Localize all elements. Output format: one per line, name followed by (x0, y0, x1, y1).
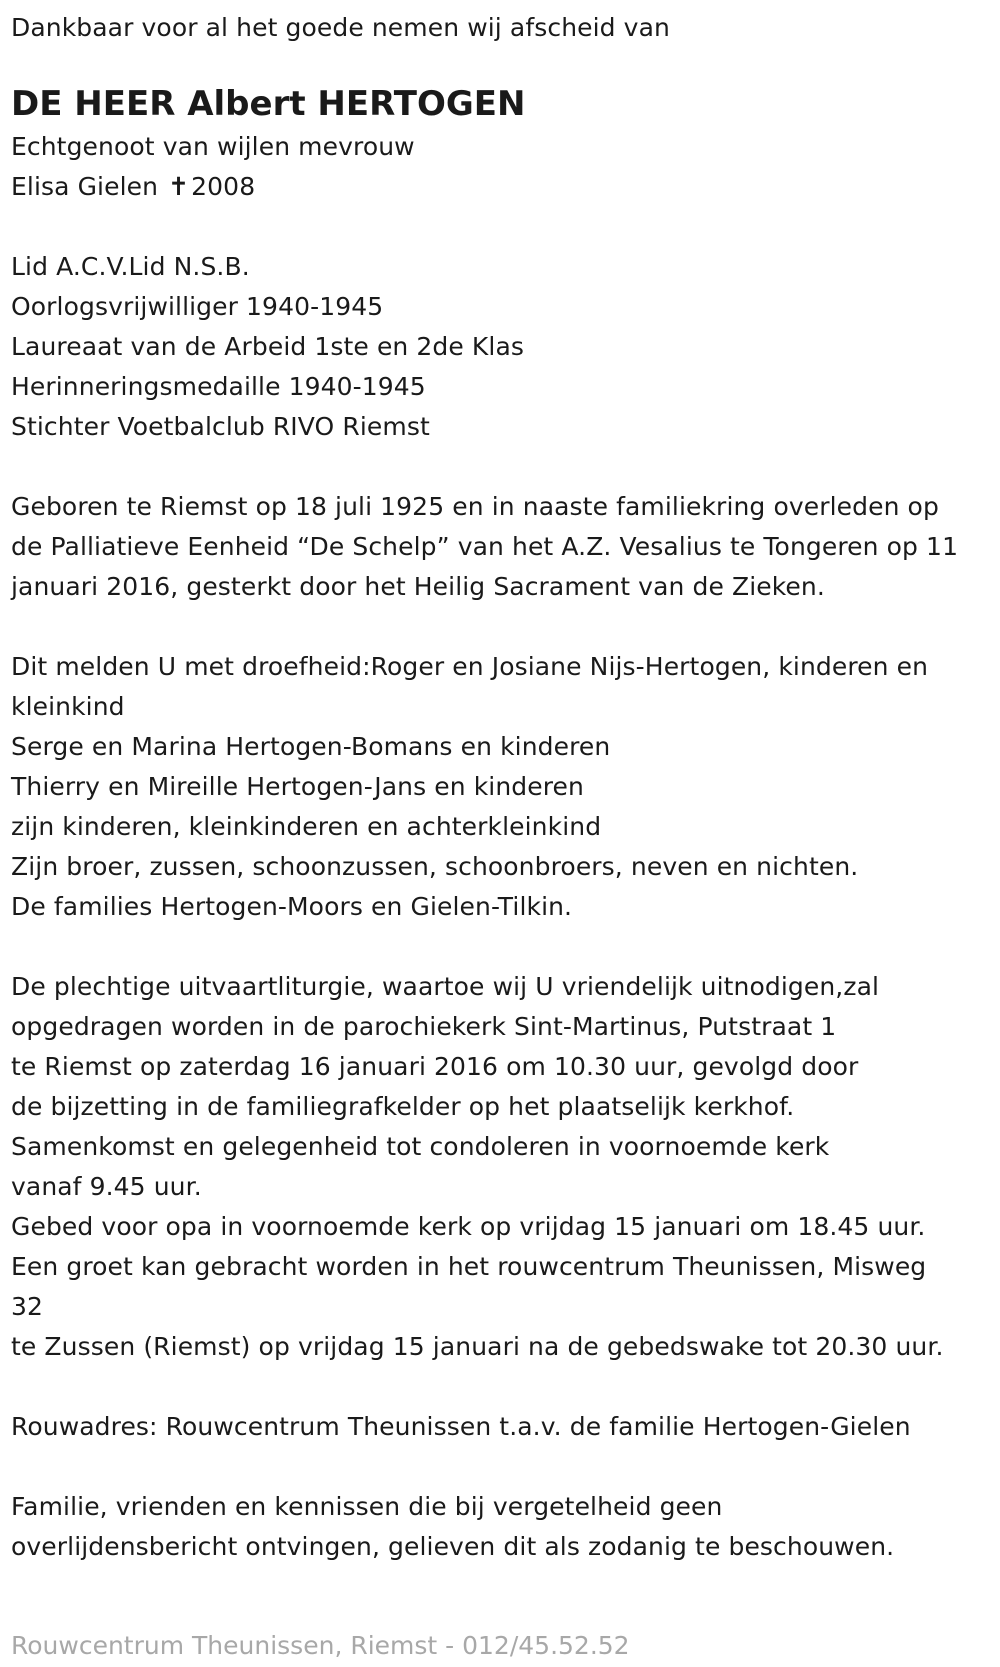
membership-item: Herinneringsmedaille 1940-1945 (11, 372, 426, 401)
mourning-address: Rouwadres: Rouwcentrum Theunissen t.a.v. de familie Hertogen-Gielen (11, 1412, 911, 1441)
ceremony-paragraph (11, 967, 996, 1367)
paragraph-line: 32 (11, 1292, 44, 1321)
birth-death-paragraph (11, 487, 996, 607)
membership-item: Stichter Voetbalclub RIVO Riemst (11, 412, 430, 441)
membership-item: Lid A.C.V.Lid N.S.B. (11, 252, 250, 281)
paragraph-line: te Riemst op zaterdag 16 januari 2016 om 10.30 uur, gevolgd door (11, 1052, 859, 1081)
paragraph-line: Dit melden U met droefheid:Roger en Josiane Nijs-Hertogen, kinderen en (11, 652, 929, 681)
membership-item: Laureaat van de Arbeid 1ste en 2de Klas (11, 332, 525, 361)
paragraph-line: Zijn broer, zussen, schoonzussen, schoonbroers, neven en nichten. (11, 852, 859, 881)
paragraph-line: de bijzetting in de familiegrafkelder op het plaatselijk kerkhof. (11, 1092, 795, 1121)
paragraph-line: te Zussen (Riemst) op vrijdag 15 januari na de gebedswake tot 20.30 uur. (11, 1332, 944, 1361)
paragraph-line: Thierry en Mireille Hertogen-Jans en kinderen (11, 772, 584, 801)
paragraph-line: Geboren te Riemst op 18 juli 1925 en in naaste familiekring overleden op (11, 492, 939, 521)
spouse-name: Elisa Gielen (11, 172, 159, 201)
paragraph-line: Gebed voor opa in voornoemde kerk op vrijdag 15 januari om 18.45 uur. (11, 1212, 926, 1241)
paragraph-line: de Palliatieve Eenheid “De Schelp” van het A.Z. Vesalius te Tongeren op 11 (11, 532, 959, 561)
paragraph-line: Serge en Marina Hertogen-Bomans en kinderen (11, 732, 611, 761)
memberships-list (11, 247, 996, 447)
family-paragraph (11, 647, 996, 927)
paragraph-line: vanaf 9.45 uur. (11, 1172, 202, 1201)
paragraph-line: zijn kinderen, kleinkinderen en achterkleinkind (11, 812, 602, 841)
deceased-name: DE HEER Albert HERTOGEN (11, 84, 526, 124)
paragraph-line: Samenkomst en gelegenheid tot condoleren in voornoemde kerk (11, 1132, 830, 1161)
paragraph-line: Een groet kan gebracht worden in het rouwcentrum Theunissen, Misweg (11, 1252, 927, 1281)
funeral-home-footer: Rouwcentrum Theunissen, Riemst - 012/45.52.52 (11, 1631, 630, 1660)
spouse-name-line (11, 167, 996, 207)
paragraph-line: opgedragen worden in de parochiekerk Sint-Martinus, Putstraat 1 (11, 1012, 837, 1041)
cross-icon: ✝ (168, 172, 190, 201)
paragraph-line: De families Hertogen-Moors en Gielen-Tilkin. (11, 892, 573, 921)
spouse-line: Echtgenoot van wijlen mevrouw (11, 132, 415, 161)
intro-text: Dankbaar voor al het goede nemen wij afscheid van (11, 13, 670, 42)
spouse-death-year: 2008 (191, 172, 256, 201)
notice-paragraph (11, 1487, 996, 1567)
paragraph-line: januari 2016, gesterkt door het Heilig Sacrament van de Zieken. (11, 572, 825, 601)
paragraph-line: De plechtige uitvaartliturgie, waartoe wij U vriendelijk uitnodigen,zal (11, 972, 880, 1001)
membership-item: Oorlogsvrijwilliger 1940-1945 (11, 292, 384, 321)
paragraph-line: overlijdensbericht ontvingen, gelieven dit als zodanig te beschouwen. (11, 1532, 895, 1561)
paragraph-line: Familie, vrienden en kennissen die bij vergetelheid geen (11, 1492, 723, 1521)
paragraph-line: kleinkind (11, 692, 125, 721)
obituary-document (11, 8, 996, 1567)
